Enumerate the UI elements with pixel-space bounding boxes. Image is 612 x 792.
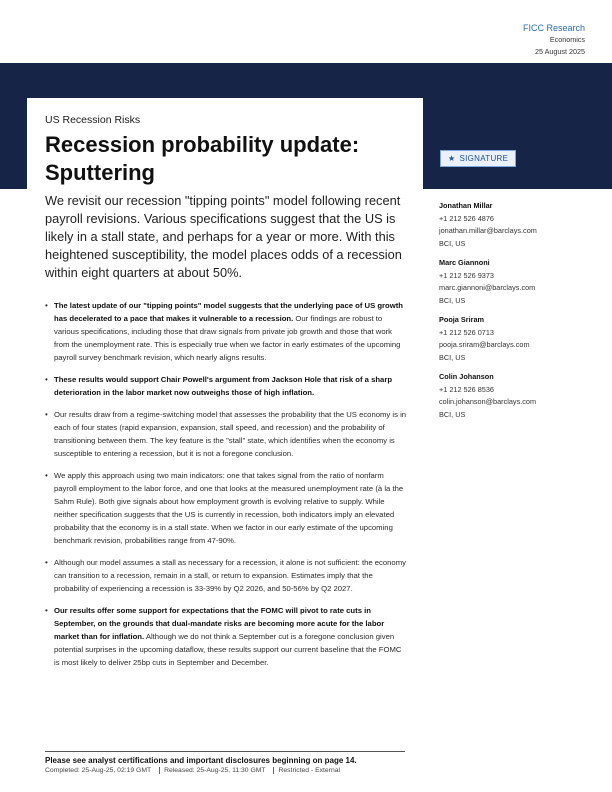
analyst-email[interactable]: marc.giannoni@barclays.com bbox=[439, 283, 536, 292]
bullet-item bbox=[45, 469, 407, 547]
report-header bbox=[523, 22, 585, 58]
bullet-text: Our findings are robust to various specifications, including those that draw signals from private job growth and those that work from the unemployment rate. This is especially true when we factor in early estimates of the upcoming payroll survey benchmark revision, which nearly aligns results. bbox=[54, 314, 401, 362]
bullet-item bbox=[45, 604, 407, 669]
bullet-icon: • bbox=[45, 301, 48, 310]
released-timestamp: Released: 25-Aug-25, 11:30 GMT bbox=[159, 767, 266, 774]
analyst-email[interactable]: pooja.sriram@barclays.com bbox=[439, 340, 530, 349]
department: Economics bbox=[549, 35, 585, 44]
brand-name: FICC Research bbox=[522, 23, 585, 33]
analyst-card bbox=[439, 314, 589, 364]
bullet-text: Although we do not think a September cut is a foregone conclusion given potential surprises in the upcoming dataflow, these results support our current baseline that the FOMC is most likely to deliver 25bp cuts in September and December. bbox=[54, 632, 402, 667]
analyst-entity: BCI, US bbox=[439, 352, 466, 362]
analyst-email[interactable]: colin.johanson@barclays.com bbox=[439, 397, 537, 406]
report-category: US Recession Risks bbox=[45, 114, 141, 126]
bullet-icon: • bbox=[45, 375, 48, 384]
bullet-icon: • bbox=[45, 471, 48, 480]
signature-badge bbox=[440, 150, 516, 167]
analyst-list bbox=[439, 200, 589, 428]
analyst-name: Colin Johanson bbox=[439, 372, 494, 381]
star-icon: ★ bbox=[448, 154, 456, 163]
bullet-bold: The latest update of our "tipping points" model suggests that the underlying pace of US growth has decelerated to a pace that makes it vulnerable to a recession. bbox=[54, 301, 403, 323]
bullet-item bbox=[45, 556, 407, 595]
analyst-name: Marc Giannoni bbox=[439, 258, 490, 267]
bullet-text: Although our model assumes a stall as necessary for a recession, it alone is not sufficient: the economy can transition to a recession, remain in a stall, or return to expansion. Estimates imply that the probability of experiencing a recession is 33-39% by Q2 2026, and 50-56% by Q2 2027. bbox=[54, 558, 406, 593]
analyst-name: Jonathan Millar bbox=[439, 201, 493, 210]
bullet-text: We apply this approach using two main indicators: one that takes signal from the ratio of nonfarm payroll employment to the labor force, and one that looks at the measured unemployment rate (à la the Sahm Rule). Both give signals about how employment growth is evolving relative to supply. While neither specification suggests that the US is currently in recession, both indicators imply an elevated probability that the economy is in a stall state. When we factor in our early estimate of the upcoming benchmark revision, probabilities range from 47-90%. bbox=[54, 471, 404, 545]
analyst-phone: +1 212 526 4876 bbox=[439, 213, 494, 223]
bullet-bold: Our results offer some support for expectations that the FOMC will pivot to rate cuts in September, on the grounds that dual-mandate risks are becoming more acute for the labor market than for inflation. bbox=[54, 606, 385, 641]
analyst-phone: +1 212 526 0713 bbox=[439, 327, 494, 337]
bullet-icon: • bbox=[45, 410, 48, 419]
bullet-item bbox=[45, 373, 407, 399]
analyst-card bbox=[439, 257, 589, 307]
analyst-email[interactable]: jonathan.millar@barclays.com bbox=[439, 226, 537, 235]
bullet-item bbox=[45, 408, 407, 460]
badge-label: SIGNATURE bbox=[459, 154, 509, 163]
report-metadata bbox=[45, 767, 346, 774]
analyst-entity: BCI, US bbox=[439, 295, 466, 305]
analyst-entity: BCI, US bbox=[439, 238, 466, 248]
analyst-card bbox=[439, 371, 589, 421]
bullet-icon: • bbox=[45, 606, 48, 615]
analyst-phone: +1 212 526 9373 bbox=[439, 270, 494, 280]
key-points-list bbox=[45, 299, 407, 678]
restriction-label: Restricted - External bbox=[273, 767, 340, 774]
analyst-card bbox=[439, 200, 589, 250]
summary-paragraph: We revisit our recession "tipping points" model following recent payroll revisions. Various specifications suggest that the US is likely in a stall state, and perhaps for a year or more. With this heightened susceptibility, the model places odds of a recession within eight quarters at about 50%. bbox=[45, 193, 402, 280]
bullet-text: Our results draw from a regime-switching model that assesses the probability that the US economy is in each of four states (rapid expansion, expansion, stall speed, and recession) and the probability of transitioning between them. The key feature is the "stall" state, which identifies when the economy is susceptible to entering a recession, but it is not a foregone conclusion. bbox=[54, 410, 407, 458]
bullet-icon: • bbox=[45, 558, 48, 567]
analyst-entity: BCI, US bbox=[439, 409, 466, 419]
bullet-bold: These results would support Chair Powell's argument from Jackson Hole that risk of a sharp deterioration in the labor market now outweighs those of high inflation. bbox=[54, 375, 393, 397]
analyst-name: Pooja Sriram bbox=[439, 315, 485, 324]
footer-divider bbox=[45, 751, 405, 752]
disclosure-note: Please see analyst certifications and important disclosures beginning on page 14. bbox=[45, 756, 357, 765]
completed-timestamp: Completed: 25-Aug-25, 02:19 GMT bbox=[45, 767, 152, 774]
bullet-item bbox=[45, 299, 407, 364]
analyst-phone: +1 212 526 8536 bbox=[439, 384, 494, 394]
report-date: 25 August 2025 bbox=[535, 47, 585, 56]
page-title: Recession probability update: Sputtering bbox=[45, 132, 360, 185]
